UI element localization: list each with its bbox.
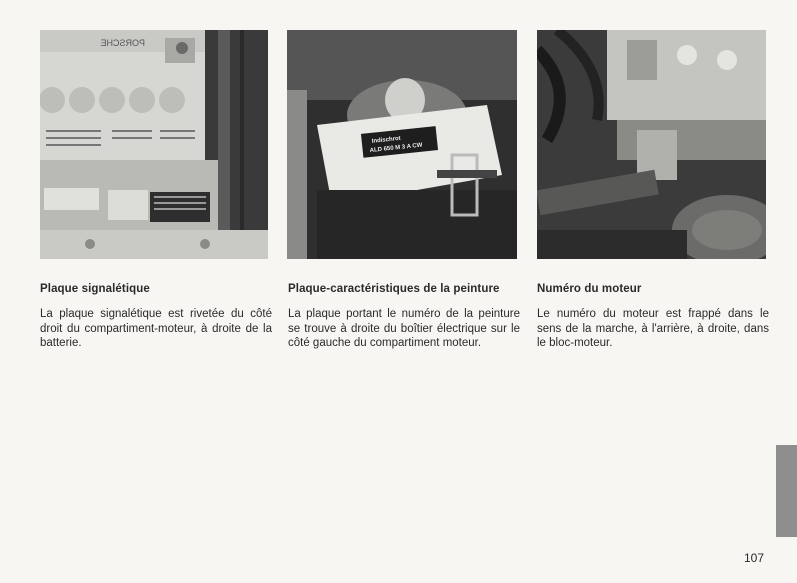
section-identification-plate xyxy=(40,283,272,351)
identification-plate-illustration xyxy=(40,30,268,259)
page-number: 107 xyxy=(744,551,765,565)
section-text: La plaque signalétique est rivetée du côté droit du compartiment-moteur, à droite de la batterie. xyxy=(40,308,272,349)
section-title: Numéro du moteur xyxy=(537,283,642,295)
paint-label-line1: Indischrot xyxy=(371,135,402,145)
engine-number-photo xyxy=(537,30,766,259)
engine-number-illustration xyxy=(537,30,766,259)
section-text: Le numéro du moteur est frappé dans le sens de la marche, à l'arrière, à droite, dans le bloc-moteur. xyxy=(537,308,769,349)
paint-plate-photo xyxy=(287,30,517,259)
porsche-logo-text: PORSCHE xyxy=(100,38,145,48)
section-title: Plaque-caractéristiques de la peinture xyxy=(288,283,500,295)
section-title: Plaque signalétique xyxy=(40,283,150,295)
chapter-tab-marker xyxy=(776,445,797,537)
section-paint-plate xyxy=(288,283,520,351)
section-engine-number xyxy=(537,283,769,351)
section-text: La plaque portant le numéro de la peinture se trouve à droite du boîtier électrique sur le côté gauche du compartiment moteur. xyxy=(288,308,520,349)
paint-plate-illustration xyxy=(287,30,517,259)
identification-plate-photo xyxy=(40,30,268,259)
paint-label-line2: ALD 650 M 3 A CW xyxy=(369,142,423,155)
